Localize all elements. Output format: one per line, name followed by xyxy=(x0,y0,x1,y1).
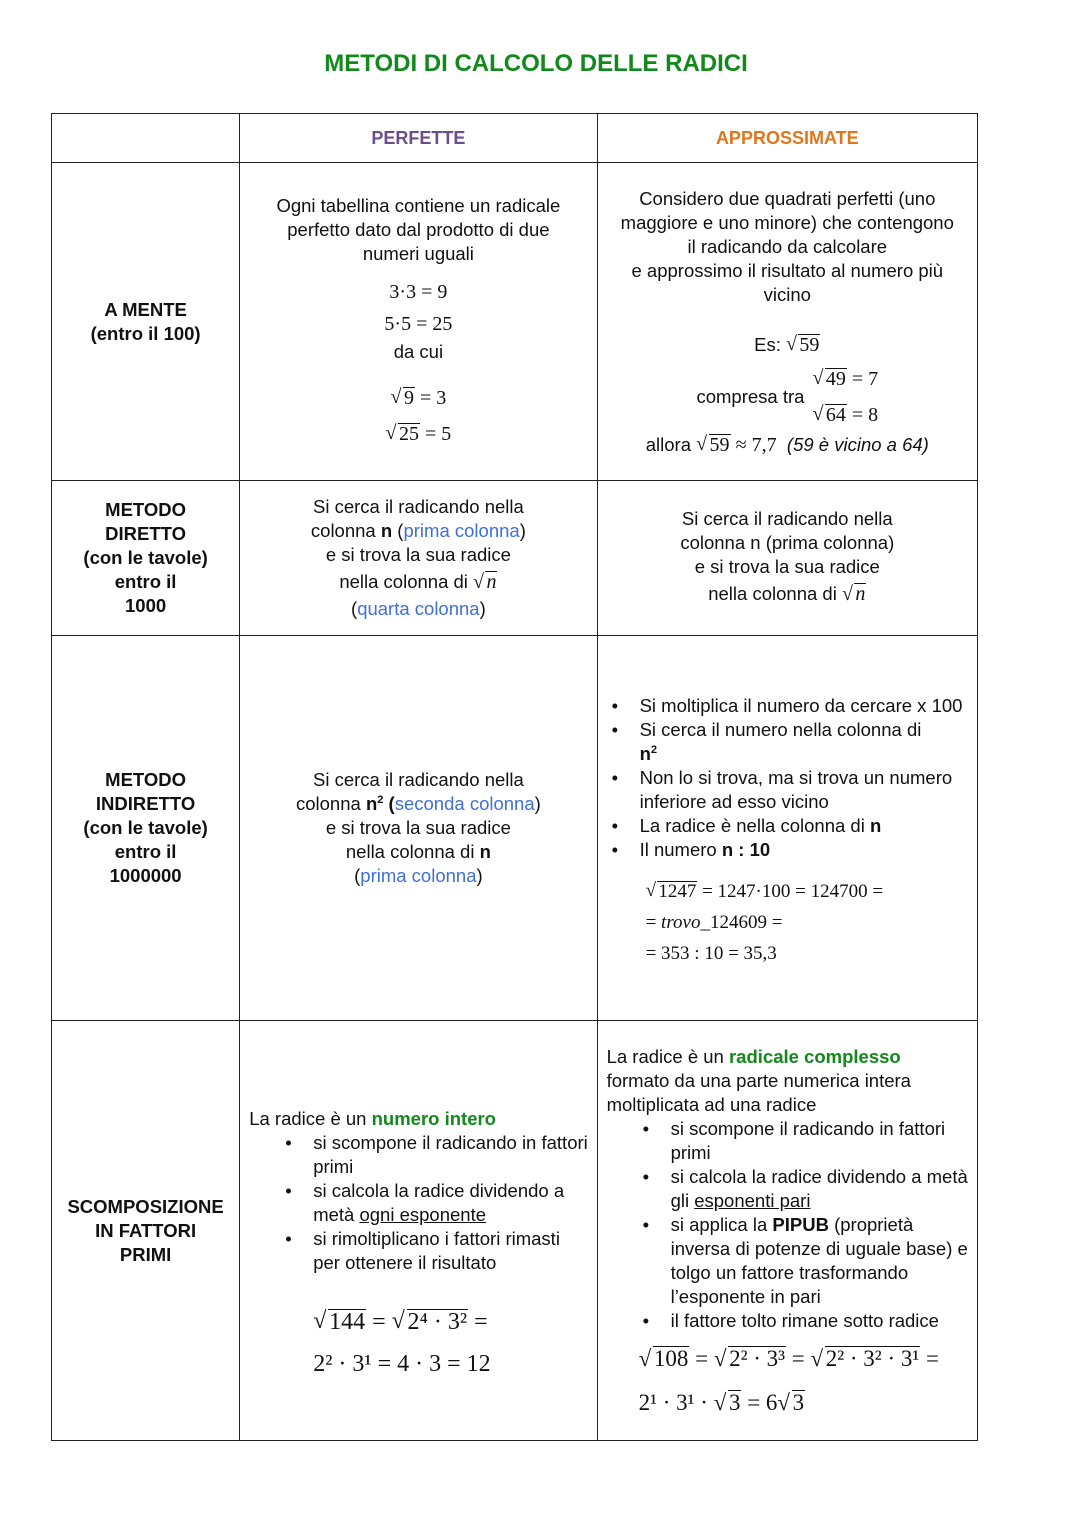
label-line: PRIMI xyxy=(119,1243,172,1265)
equation: √ 49 = 7 xyxy=(812,361,878,397)
text-line: e si trova la sua radice xyxy=(325,544,511,565)
corner-cell xyxy=(52,114,240,163)
equation: √ 64 = 8 xyxy=(812,397,878,433)
sqrt-icon: √ 3 xyxy=(714,1381,742,1425)
sqrt-icon: √ 3 xyxy=(777,1381,805,1425)
equation: √ 1247 = 1247·100 = 124700 = xyxy=(646,876,967,907)
text-line: colonna n (prima colonna) xyxy=(680,532,895,553)
row-label-metodo-diretto xyxy=(52,481,240,636)
cell-diretto-approssimate xyxy=(597,481,977,636)
row-label-a-mente xyxy=(52,163,240,481)
cell-scomposizione-perfette xyxy=(240,1021,597,1441)
list-item: • si applica la PIPUB (proprietà inversa di potenze di uguale base) e tolgo un fattore trasformando l’esponente in pari xyxy=(635,1213,969,1309)
row-a-mente xyxy=(52,163,978,481)
label-line: 1000 xyxy=(125,595,167,616)
cell-mente-approssimate xyxy=(597,163,977,481)
label-line: entro il xyxy=(114,571,177,592)
list-item: • si scompone il radicando in fattori primi xyxy=(277,1131,588,1179)
text-line: perfetto dato dal prodotto di due xyxy=(287,218,550,240)
page-title: METODI DI CALCOLO DELLE RADICI xyxy=(324,50,748,77)
sqrt-icon: √ 9 xyxy=(391,380,415,416)
text-line: e si trova la sua radice xyxy=(694,556,880,577)
sqrt-icon: √ 64 xyxy=(812,397,846,433)
methods-table xyxy=(51,113,978,1441)
text-line: e si trova la sua radice xyxy=(325,817,511,838)
header-row xyxy=(52,114,978,163)
list-item: • Si cerca il numero nella colonna di $n^2$ xyxy=(604,718,967,766)
cell-mente-perfette xyxy=(240,163,597,481)
calc-block xyxy=(639,1337,969,1425)
row-metodo-diretto xyxy=(52,481,978,636)
text-line: e approssimo il risultato al numero più xyxy=(631,259,944,281)
sqrt-icon: √ n xyxy=(473,567,497,597)
list-item: • Si moltiplica il numero da cercare x 100 xyxy=(604,694,967,718)
text-line: colonna n (prima colonna) xyxy=(310,520,526,541)
cell-scomposizione-approssimate xyxy=(597,1021,977,1441)
sqrt-icon: √ n xyxy=(842,579,866,609)
row-scomposizione xyxy=(52,1021,978,1441)
bullet-list xyxy=(277,1131,588,1275)
row-metodo-indiretto xyxy=(52,636,978,1021)
label-line: (con le tavole) xyxy=(83,547,208,568)
text-line: Si cerca il radicando nella xyxy=(681,508,893,529)
equation: √ 144 = √ 2⁴ · 3² = xyxy=(313,1301,588,1343)
bullet-list xyxy=(635,1117,969,1333)
sqrt-icon: √ 144 xyxy=(313,1301,366,1343)
sqrt-icon: √ 59 xyxy=(786,333,820,357)
bullet-list xyxy=(604,694,967,862)
equation: = trovo_124609 = xyxy=(645,911,783,933)
calc-block xyxy=(313,1301,588,1385)
label-line: entro il xyxy=(114,841,177,862)
label-line: METODO xyxy=(105,769,187,790)
equation: 2¹ · 3¹ · √ 3 = 6 √ 3 xyxy=(639,1381,969,1425)
label-line: SCOMPOSIZIONE xyxy=(67,1195,224,1217)
sqrt-icon: √ 2⁴ · 3² xyxy=(392,1301,468,1343)
text-line: Si cerca il radicando nella xyxy=(312,496,524,517)
header-perfette: PERFETTE xyxy=(240,114,597,163)
equation: √ 25 = 5 xyxy=(240,416,596,452)
intro-line: La radice è un numero intero xyxy=(249,1107,496,1129)
row-label-metodo-indiretto xyxy=(52,636,240,1021)
text-line: Ogni tabellina contiene un radicale xyxy=(276,194,561,216)
text-line: Considero due quadrati perfetti (uno xyxy=(639,187,936,209)
cell-indiretto-approssimate xyxy=(597,636,977,1021)
sqrt-icon: √ 108 xyxy=(639,1337,690,1381)
list-item: • La radice è nella colonna di n xyxy=(604,814,967,838)
label-line: 1000000 xyxy=(109,865,182,886)
sqrt-icon: √ 2² · 3³ xyxy=(714,1337,786,1381)
list-item: • si scompone il radicando in fattori primi xyxy=(635,1117,969,1165)
cell-diretto-perfette xyxy=(240,481,597,636)
sqrt-icon: √ 49 xyxy=(812,361,846,397)
list-item: • Non lo si trova, ma si trova un numero inferiore ad esso vicino xyxy=(604,766,967,814)
label-line: DIRETTO xyxy=(105,523,187,544)
list-item: • si calcola la radice dividendo a metà gli esponenti pari xyxy=(635,1165,969,1213)
equation: √ 9 = 3 xyxy=(240,380,596,416)
equation: = 353 : 10 = 35,3 xyxy=(645,942,777,964)
text-line: nella colonna di n xyxy=(345,841,491,862)
text-line: (quarta colonna) xyxy=(351,598,486,619)
list-item: • Il numero n : 10 xyxy=(604,838,967,862)
calc-block xyxy=(646,876,967,969)
label-line: IN FATTORI xyxy=(95,1219,197,1241)
intro-line: moltiplicata ad una radice xyxy=(606,1094,817,1115)
text-line: nella colonna di √ n xyxy=(598,579,977,609)
list-item: • il fattore tolto rimane sotto radice xyxy=(635,1309,969,1333)
range-block: compresa tra √ 49 = 7 √ 64 = 8 xyxy=(598,361,977,433)
header-approssimate: APPROSSIMATE xyxy=(597,114,977,163)
example-line: Es: √ 59 xyxy=(598,333,977,357)
text-line: Si cerca il radicando nella xyxy=(312,769,524,790)
list-item: • si rimoltiplicano i fattori rimasti per ottenere il risultato xyxy=(277,1227,588,1275)
intro-line: La radice è un radicale complesso xyxy=(606,1046,901,1067)
cell-indiretto-perfette xyxy=(240,636,597,1021)
text-line: il radicando da calcolare xyxy=(687,235,888,257)
text-line: vicino xyxy=(763,283,811,305)
row-label-scomposizione xyxy=(52,1021,240,1441)
equation: 5·5 = 25 xyxy=(384,312,453,335)
intro-line: formato da una parte numerica intera xyxy=(606,1070,911,1091)
label-line: A MENTE xyxy=(104,298,187,320)
text-line: (prima colonna) xyxy=(354,865,483,886)
text-line: colonna $n^2$ (seconda colonna) xyxy=(295,793,541,814)
label-line: INDIRETTO xyxy=(95,793,196,814)
text-line: nella colonna di √ n xyxy=(240,567,596,597)
equation: 3·3 = 9 xyxy=(389,280,448,303)
sqrt-icon: √ 2² · 3² · 3¹ xyxy=(811,1337,921,1381)
label-line: (entro il 100) xyxy=(90,322,201,344)
sqrt-icon: √ 1247 xyxy=(646,876,698,907)
sqrt-icon: √ 25 xyxy=(386,416,420,452)
label-line: (con le tavole) xyxy=(83,817,208,838)
text-line: maggiore e uno minore) che contengono xyxy=(620,211,954,233)
text-line: numeri uguali xyxy=(362,242,474,264)
conclusion-line: allora √ 59 ≈ 7,7 (59 è vicino a 64) xyxy=(598,433,977,457)
equation: 2² · 3¹ = 4 · 3 = 12 xyxy=(313,1350,491,1377)
sqrt-icon: √ 59 xyxy=(696,433,730,457)
label-line: METODO xyxy=(105,499,187,520)
list-item: • si calcola la radice dividendo a metà ogni esponente xyxy=(277,1179,588,1227)
text-line: da cui xyxy=(393,340,444,362)
equation: √ 108 = √ 2² · 3³ = √ 2² · 3² · 3¹ = xyxy=(639,1337,969,1381)
